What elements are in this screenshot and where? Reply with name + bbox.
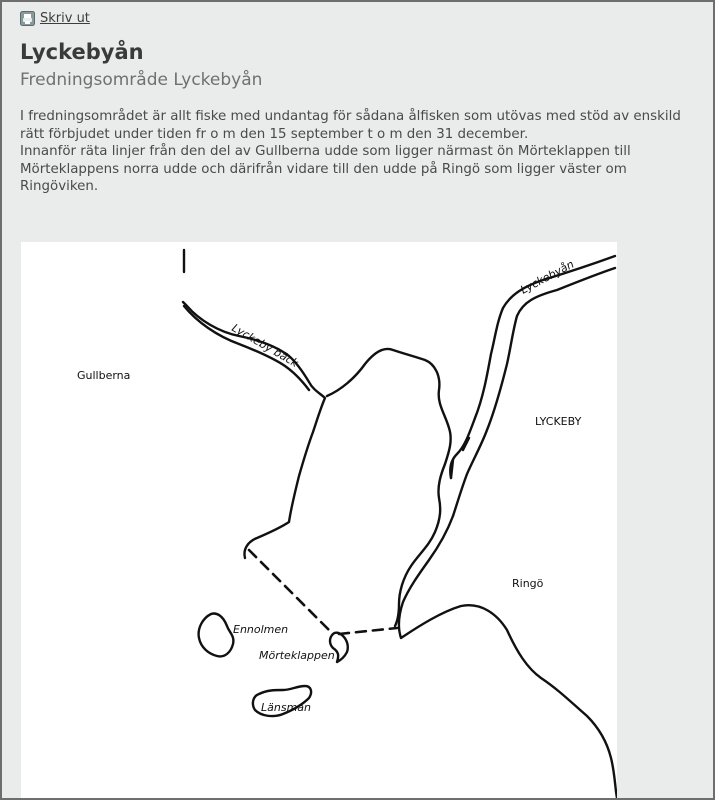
label-lansman: Länsman [261,701,311,714]
page-title: Lyckebyån [20,40,144,64]
ennolmen-island [199,614,234,657]
label-morteklappen: Mörteklappen [259,649,335,662]
boundary-line-1 [249,550,333,634]
river-right-bank [453,268,615,516]
ringo-shoreline [399,516,617,798]
gullberna-shoreline [183,250,325,558]
paragraph-1: I fredningsområdet är allt fiske med undantag för sådana ålfisken som utövas med stöd av enskild rätt förbjudet under tiden fr o m den 15 september t o m den 31 december. [20,109,681,142]
page-subtitle: Fredningsområde Lyckebyån [20,70,263,90]
lyckeby-back-bank [184,306,309,390]
label-lyckeby-back: Lyckeby bäck [229,321,301,370]
fishing-area-map [21,242,617,800]
description-text [20,108,700,196]
label-ringo: Ringö [512,577,544,590]
print-icon[interactable] [20,11,35,26]
print-link[interactable]: Skriv ut [40,11,90,26]
label-ennolmen: Ennolmen [233,623,289,636]
label-gullberna: Gullberna [77,369,131,382]
map-drawing [21,242,617,800]
paragraph-2: Innanför räta linjer från den del av Gullberna udde som ligger närmast ön Mörteklappen till Mörteklappens norra udde och därifrån vidare till den udde på Ringö som ligger väster om Ringöviken. [20,144,631,194]
boundary-line-2 [339,628,397,634]
central-shoreline [327,349,451,626]
label-lyckebyan: Lyckebyån [518,257,577,297]
label-lyckeby: LYCKEBY [535,415,582,428]
print-row[interactable] [20,11,90,26]
